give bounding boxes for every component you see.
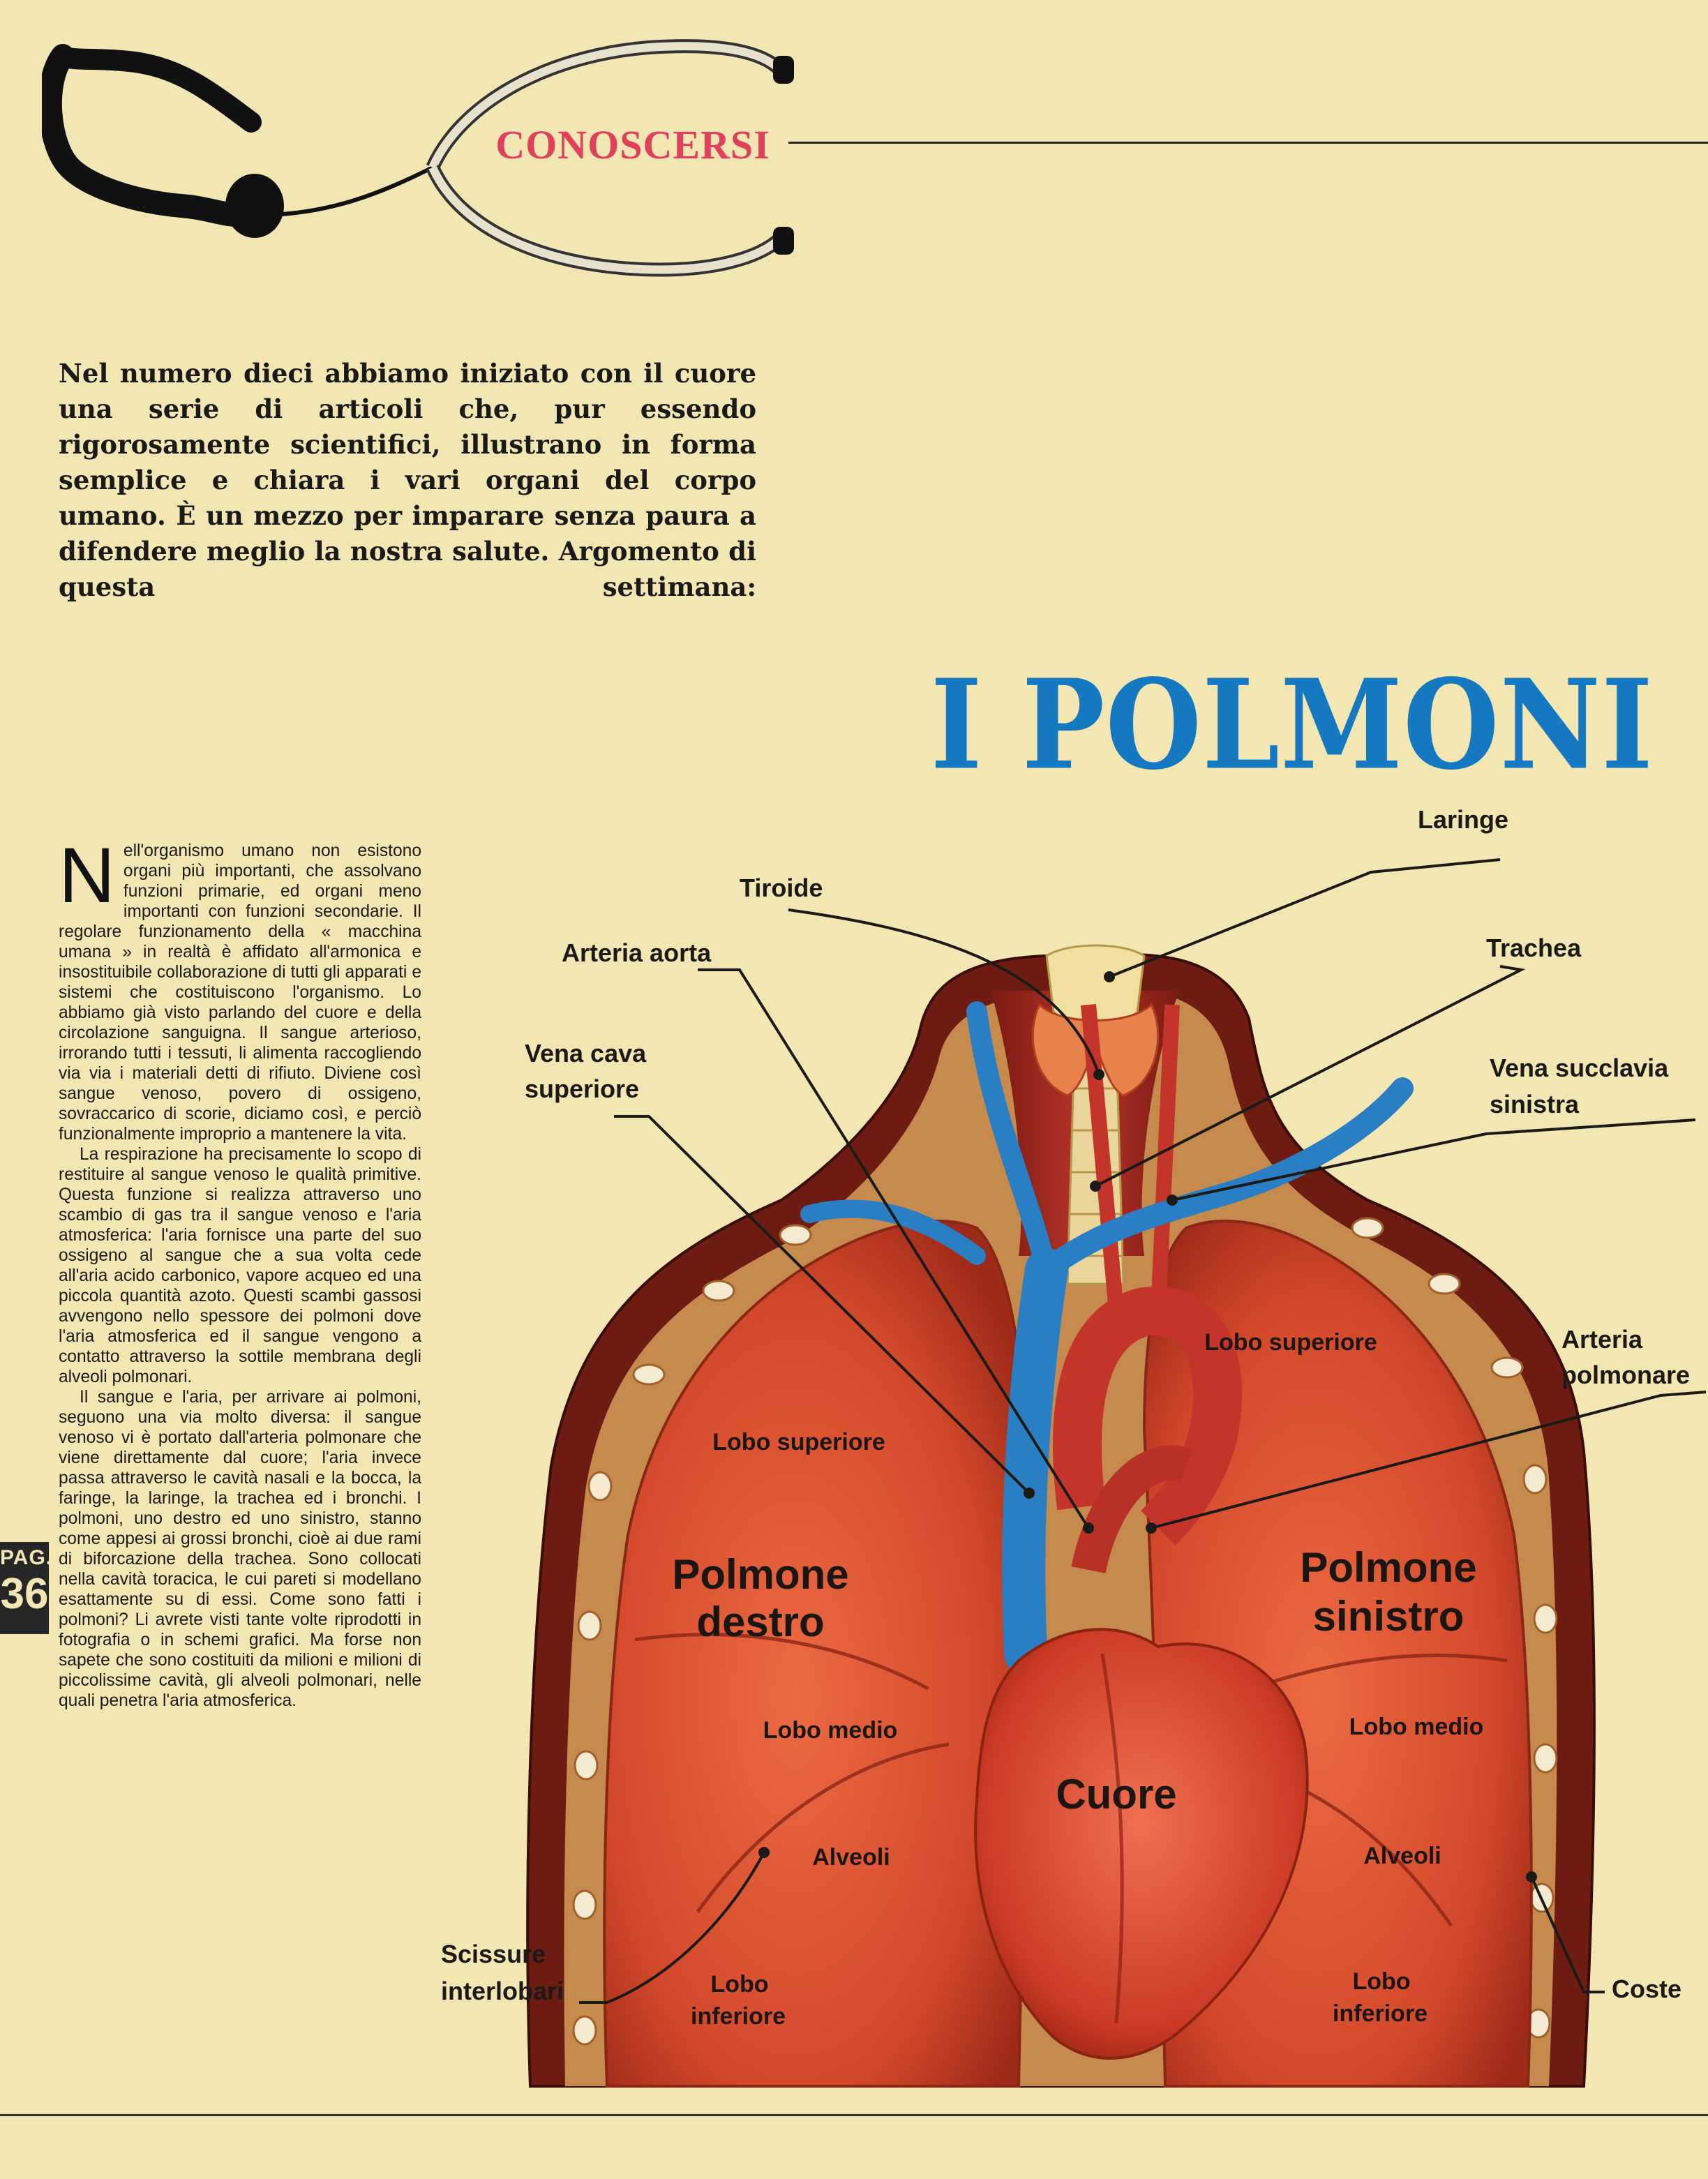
label-lobo-inferiore-sinistro-line1: Lobo (1352, 1968, 1411, 1995)
article-title: I POLMONI (930, 652, 1654, 798)
label-laringe: Laringe (1418, 805, 1509, 834)
body-paragraph: Il sangue e l'aria, per arrivare ai polmoni, seguono una via molto diversa: il sangue venoso vi è portato dall'arteria polmonare che viene direttamente dal cuore; l'aria invece passa attraverso le cavità nasali e la bocca, la faringe, la laringe, la trachea ed i bronchi. I polmoni, uno destro ed uno sinistro, stanno come appesi ai grossi bronchi, cioè ai due rami di biforcazione della trachea. Sono collocati nella cavità toracica, le cui pareti si modellano esattamente su di essi. Come sono fatti i polmoni? Li avrete visti tante volte riprodotti in fotografia o in schemi grafici. Ma forse non sapete che sono costituiti da milioni e milioni di piccolissime cavità, gli alveoli polmonari, nelle quali penetra l'aria atmosferica. (59, 1388, 421, 1710)
label-polmone-sinistro-line2: sinistro (1312, 1593, 1464, 1640)
label-polmone-sinistro-line1: Polmone (1300, 1544, 1477, 1591)
label-alveoli-destro: Alveoli (812, 1844, 890, 1871)
label-arteria-polmonare-line1: Arteria (1561, 1325, 1643, 1354)
bottom-rule (0, 2114, 1708, 2116)
label-polmone-destro-line1: Polmone (672, 1551, 849, 1598)
label-tiroide: Tiroide (740, 874, 823, 902)
body-paragraph: Nell'organismo umano non esistono organi più importanti, che assolvano funzioni primarie, ed organi meno importanti con funzioni secondarie. Il regolare funzionamento della « macchina umana » in realtà è affidato all'armonica e insostituibile collaborazione di tutti gli apparati e sistemi che costituiscono l'organismo. Lo abbiamo già visto parlando del cuore e della circolazione sanguigna. Il sangue arterioso, irrorando tutti i tessuti, li alimenta raccogliendo via via i materiali detti di rifiuto. Diviene così sangue venoso, povero di ossigeno, sovraccarico di scorie, diciamo così, e perciò funzionalmente improprio a mantenere la vita. (59, 832, 421, 1144)
drop-cap: N (59, 832, 115, 919)
label-vena-succlavia-line1: Vena succlavia (1490, 1054, 1669, 1082)
label-lobo-inferiore-destro-line1: Lobo (710, 1971, 769, 1998)
label-alveoli-sinistro: Alveoli (1363, 1843, 1441, 1869)
label-lobo-inferiore-sinistro-line2: inferiore (1333, 2000, 1428, 2027)
label-cuore: Cuore (1056, 1771, 1177, 1818)
label-lobo-medio-destro: Lobo medio (763, 1717, 898, 1744)
body-paragraph: La respirazione ha precisamente lo scopo di restituire al sangue venoso le qualità primitive. Questa funzione si realizza attraverso uno scambio di gas tra il sangue venoso e l'aria atmosferica: l'aria fornisce una parte del suo ossigeno al sangue che a sua volta cede all'aria acido carbonico, vapore acqueo ed una piccola quantità azoto. Questi scambi gassosi avvengono nello spessore dei polmoni dove l'aria atmosferica ed il sangue vengono a contatto attraverso la sottile membrana degli alveoli polmonari. (59, 1145, 421, 1386)
label-coste: Coste (1612, 1975, 1682, 2003)
intro-paragraph: Nel numero dieci abbiamo iniziato con il cuore una serie di articoli che, pur essendo rigorosamente scientifici, illustrano in forma semplice e chiara i vari organi del corpo umano. È un mezzo per imparare senza paura a difendere meglio la nostra salute. Argomento di questa settimana: (59, 358, 756, 602)
label-lobo-superiore-sinistro: Lobo superiore (1204, 1329, 1377, 1356)
page-number: 36 (0, 1570, 49, 1618)
section-label: CONOSCERSI (495, 122, 770, 167)
label-scissure-line2: interlobari (441, 1977, 564, 2005)
label-vena-succlavia-line2: sinistra (1490, 1090, 1580, 1118)
label-trachea: Trachea (1486, 934, 1582, 962)
label-lobo-medio-sinistro: Lobo medio (1349, 1714, 1484, 1740)
page-number-prefix: PAG. (0, 1546, 53, 1569)
label-arteria-aorta: Arteria aorta (562, 938, 712, 967)
label-vena-cava-line1: Vena cava (525, 1039, 647, 1068)
label-lobo-inferiore-destro-line2: inferiore (691, 2003, 786, 2030)
label-polmone-destro-line2: destro (696, 1598, 825, 1645)
label-vena-cava-line2: superiore (525, 1074, 640, 1103)
label-arteria-polmonare-line2: polmonare (1561, 1361, 1691, 1389)
label-scissure-line1: Scissure (441, 1940, 546, 1968)
label-lobo-superiore-destro: Lobo superiore (712, 1429, 885, 1455)
